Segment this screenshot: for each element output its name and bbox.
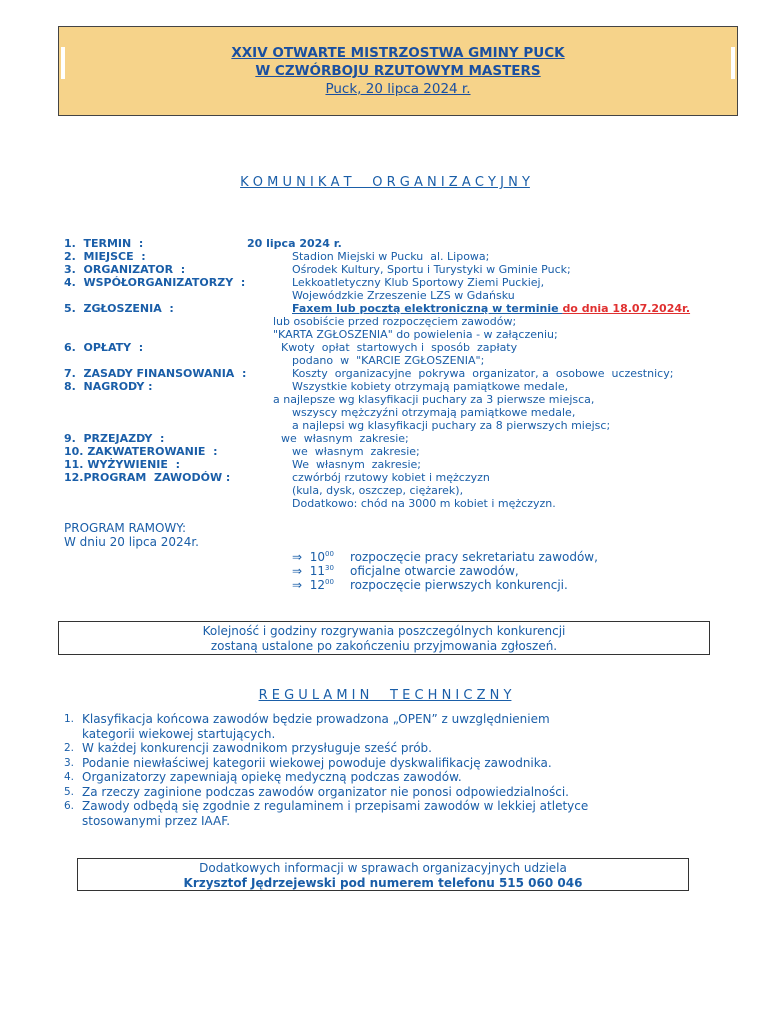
list-item <box>64 712 664 741</box>
arrow-icon: ⇒ <box>292 578 303 592</box>
value-zgloszenia-2: lub osobiście przed rozpoczęciem zawodów; <box>273 315 517 328</box>
zgloszenia-deadline: do dnia 18.07.2024r. <box>562 302 691 315</box>
schedule-row <box>292 550 334 564</box>
event-date-place: Puck, 20 lipca 2024 r. <box>325 81 471 97</box>
program-ramowy-date: W dniu 20 lipca 2024r. <box>64 535 199 549</box>
rule-text: Za rzeczy zaginione podczas zawodów organizator nie ponosi odpowiedzialności. <box>82 784 569 799</box>
value-miejsce: Stadion Miejski w Pucku al. Lipowa; <box>292 250 490 263</box>
rule-number: 4. <box>64 771 75 783</box>
schedule-hour: 12 <box>309 578 325 592</box>
list-item <box>64 785 664 800</box>
label-przejazdy: 9. PRZEJAZDY : <box>64 432 165 445</box>
notice-line2: zostaną ustalone po zakończeniu przyjmowania zgłoszeń. <box>210 639 558 653</box>
regulamin-heading: R E G U L A M I N T E C H N I C Z N Y <box>258 688 512 703</box>
list-item <box>64 741 664 756</box>
value-wspolorganizatorzy-2: Wojewódzkie Zrzeszenie LZS w Gdańsku <box>292 289 515 302</box>
value-zgloszenia-3: "KARTA ZGŁOSZENIA" do powielenia - w załączeniu; <box>273 328 558 341</box>
label-termin: 1. TERMIN : <box>64 237 144 250</box>
rule-number: 3. <box>64 756 75 769</box>
schedule-hour: 10 <box>309 550 325 564</box>
rule-text: W każdej konkurencji zawodnikom przysługuje sześć prób. <box>82 741 432 755</box>
rule-number: 1. <box>64 713 75 725</box>
label-wyzywienie: 11. WYŻYWIENIE : <box>64 458 180 471</box>
schedule-minutes: 00 <box>324 550 334 558</box>
rule-text: Organizatorzy zapewniają opiekę medyczną podczas zawodów. <box>82 770 462 784</box>
value-nagrody-1: Wszystkie kobiety otrzymają pamiątkowe medale, <box>292 380 569 393</box>
schedule-text: oficjalne otwarcie zawodów, <box>350 564 519 578</box>
value-nagrody-2: a najlepsze wg klasyfikacji puchary za 3 pierwsze miejsca, <box>273 393 595 406</box>
label-program: 12.PROGRAM ZAWODÓW : <box>64 471 231 484</box>
value-finansowanie: Koszty organizacyjne pokrywa organizator, a osobowe uczestnicy; <box>292 367 674 380</box>
schedule-row <box>292 578 334 592</box>
rule-number: 6. <box>64 800 75 812</box>
value-program-3: Dodatkowo: chód na 3000 m kobiet i mężczyzn. <box>292 497 556 510</box>
schedule-minutes: 30 <box>324 564 334 572</box>
value-zgloszenia-1 <box>292 303 690 315</box>
zgloszenia-method: Faxem lub pocztą elektroniczną w terminie <box>292 302 563 315</box>
contact-line2: Krzysztof Jędrzejewski pod numerem telefonu 515 060 046 <box>183 876 583 890</box>
label-wspolorganizatorzy: 4. WSPÓŁORGANIZATORZY : <box>64 276 246 289</box>
notice-line1: Kolejność i godziny rozgrywania poszczególnych konkurencji <box>202 624 566 638</box>
label-zakwaterowanie: 10. ZAKWATEROWANIE : <box>64 445 218 458</box>
value-zakwaterowanie: we własnym zakresie; <box>292 445 420 458</box>
schedule-text: rozpoczęcie pierwszych konkurencji. <box>350 578 568 592</box>
label-zgloszenia: 5. ZGŁOSZENIA : <box>64 302 174 315</box>
value-oplaty-2: podano w "KARCIE ZGŁOSZENIA"; <box>292 354 485 367</box>
value-program-2: (kula, dysk, oszczep, ciężarek), <box>292 484 464 497</box>
value-organizator: Ośrodek Kultury, Sportu i Turystyki w Gminie Puck; <box>292 263 571 276</box>
komunikat-heading: K O M U N I K A T O R G A N I Z A C Y J N Y <box>240 175 530 190</box>
rule-text: Klasyfikacja końcowa zawodów będzie prowadzona „OPEN” z uwzględnieniem <box>82 712 550 726</box>
label-oplaty: 6. OPŁATY : <box>64 341 144 354</box>
program-ramowy-title: PROGRAM RAMOWY: <box>64 521 187 535</box>
schedule-hour: 11 <box>309 564 325 578</box>
contact-box <box>77 858 689 891</box>
value-termin: 20 lipca 2024 r. <box>247 237 342 250</box>
contact-line1: Dodatkowych informacji w sprawach organizacyjnych udziela <box>199 861 567 875</box>
list-item <box>64 756 664 771</box>
list-item <box>64 770 664 785</box>
arrow-icon: ⇒ <box>292 564 303 578</box>
label-miejsce: 2. MIEJSCE : <box>64 250 146 263</box>
event-title-line2: W CZWÓRBOJU RZUTOWYM MASTERS <box>255 63 541 79</box>
rule-text-cont: kategorii wiekowej startujących. <box>82 726 276 741</box>
rule-number: 2. <box>64 742 75 754</box>
rule-text: Podanie niewłaściwej kategorii wiekowej powoduje dyskwalifikację zawodnika. <box>82 755 552 770</box>
notice-box <box>58 621 710 655</box>
rule-number: 5. <box>64 785 75 798</box>
schedule-row <box>292 564 334 578</box>
label-organizator: 3. ORGANIZATOR : <box>64 263 186 276</box>
event-title-line1: XXIV OTWARTE MISTRZOSTWA GMINY PUCK <box>231 45 565 61</box>
value-nagrody-3: wszyscy mężczyźni otrzymają pamiątkowe medale, <box>292 406 576 419</box>
arrow-icon: ⇒ <box>292 550 303 564</box>
value-oplaty-1: Kwoty opłat startowych i sposób zapłaty <box>281 341 518 354</box>
value-program-1: czwórbój rzutowy kobiet i mężczyzn <box>292 471 490 484</box>
schedule-text: rozpoczęcie pracy sekretariatu zawodów, <box>350 550 598 564</box>
value-wspolorganizatorzy-1: Lekkoatletyczny Klub Sportowy Ziemi Puckiej, <box>292 276 545 289</box>
title-banner <box>58 26 738 116</box>
list-item <box>64 799 664 828</box>
schedule-minutes: 00 <box>324 578 334 586</box>
rule-text-cont: stosowanymi przez IAAF. <box>82 813 231 828</box>
value-nagrody-4: a najlepsi wg klasyfikacji puchary za 8 pierwszych miejsc; <box>292 419 611 432</box>
label-finansowanie: 7. ZASADY FINANSOWANIA : <box>64 367 247 380</box>
value-wyzywienie: We własnym zakresie; <box>292 458 421 471</box>
label-nagrody: 8. NAGRODY : <box>64 380 153 393</box>
value-przejazdy: we własnym zakresie; <box>281 432 409 445</box>
rule-text: Zawody odbędą się zgodnie z regulaminem i przepisami zawodów w lekkiej atletyce <box>82 799 589 813</box>
rules-list <box>64 712 664 828</box>
